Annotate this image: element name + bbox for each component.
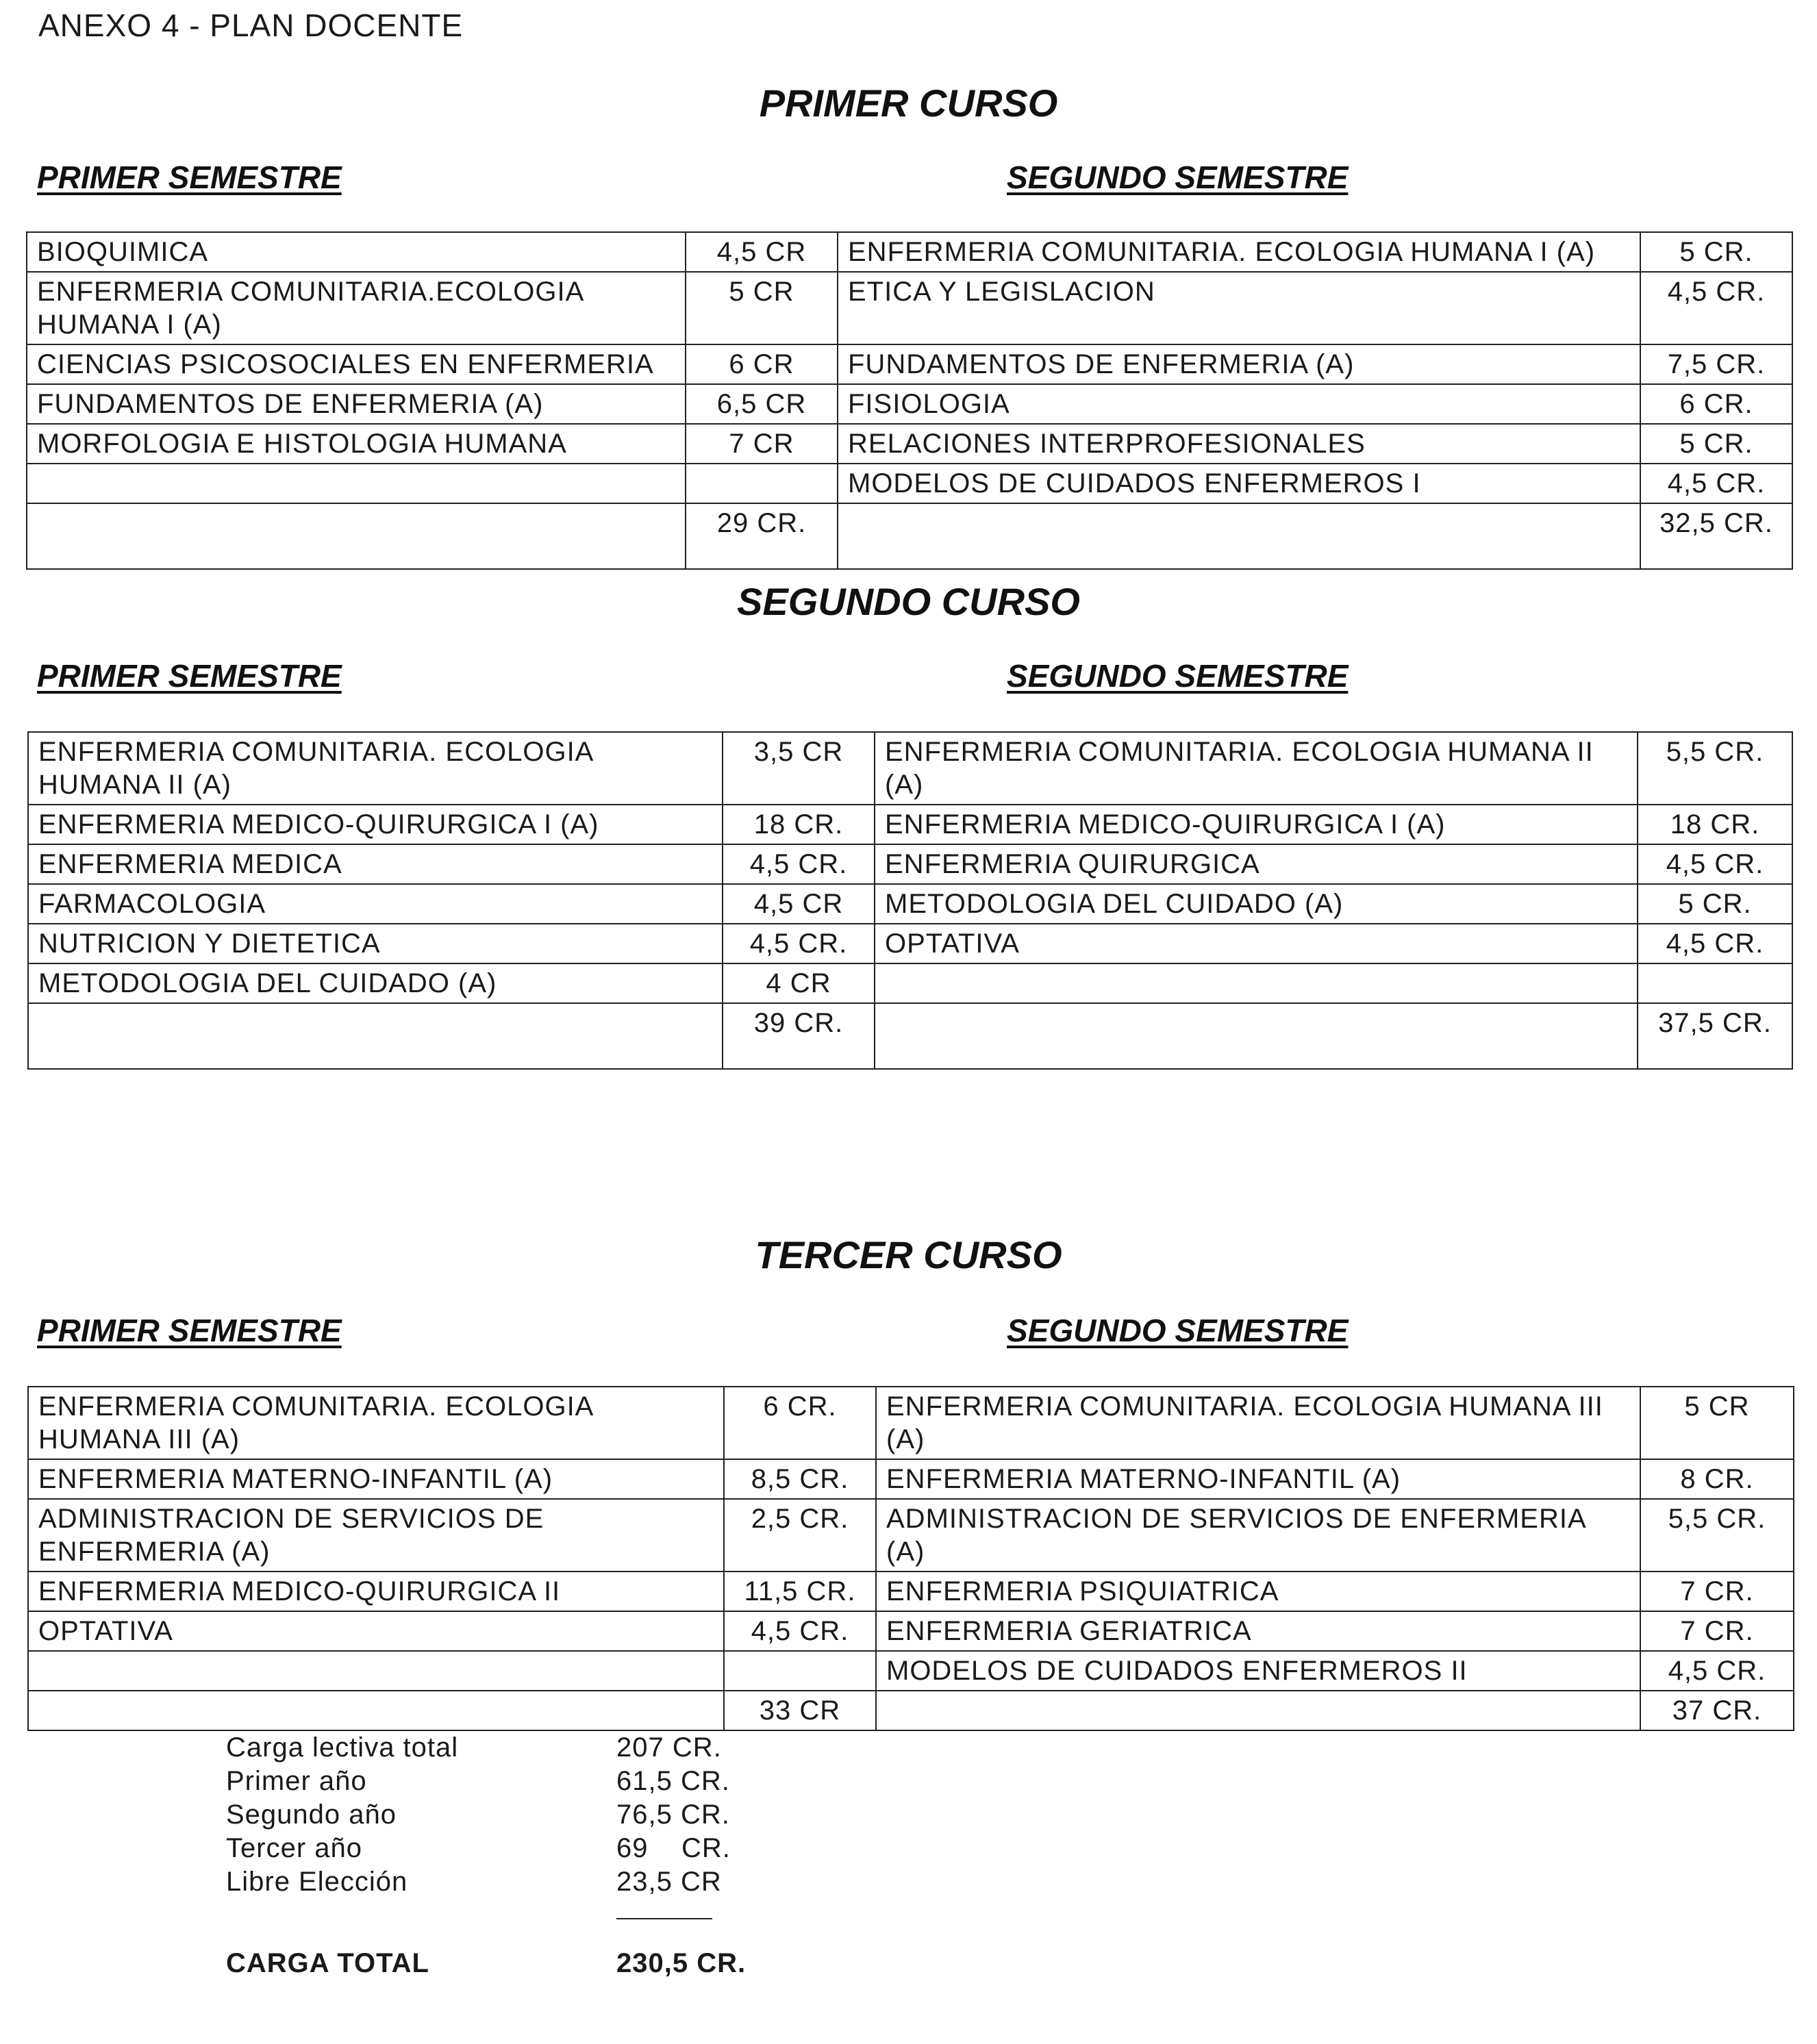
credits-cell: 5,5 CR. [1640, 1499, 1794, 1572]
semester-total: 33 CR [724, 1691, 876, 1730]
subject-cell: ENFERMERIA PSIQUIATRICA [876, 1572, 1640, 1611]
credits-cell: 6,5 CR [686, 384, 838, 424]
subject-cell: FISIOLOGIA [838, 384, 1640, 424]
credits-cell: 5 CR [1640, 1387, 1794, 1459]
credits-cell: 8 CR. [1640, 1459, 1794, 1499]
subject-cell: METODOLOGIA DEL CUIDADO (A) [28, 963, 723, 1003]
credits-cell: 3,5 CR [723, 732, 875, 805]
semester-label-2: SEGUNDO SEMESTRE [1007, 658, 1349, 694]
credits-cell: 4,5 CR [723, 884, 875, 924]
subject-cell: ENFERMERIA COMUNITARIA. ECOLOGIA HUMANA II (A) [875, 732, 1638, 805]
totals-row [28, 1003, 1792, 1069]
summary-value: 76,5 CR. [616, 1800, 730, 1830]
summary-row [226, 1865, 746, 1899]
credits-cell: 5 CR. [1640, 424, 1792, 464]
subject-cell: OPTATIVA [875, 924, 1638, 963]
subject-cell: ENFERMERIA QUIRURGICA [875, 844, 1638, 884]
credits-cell: 2,5 CR. [724, 1499, 876, 1572]
summary-label: Primer año [226, 1766, 367, 1796]
credits-cell: 4,5 CR. [1638, 924, 1792, 963]
credit-summary [226, 1731, 746, 1980]
summary-label: Segundo año [226, 1800, 397, 1830]
summary-value: 61,5 CR. [616, 1766, 730, 1796]
credits-cell: 4,5 CR. [1638, 844, 1792, 884]
credits-cell: 4,5 CR. [1640, 1651, 1794, 1691]
subject-cell: FUNDAMENTOS DE ENFERMERIA (A) [838, 344, 1640, 384]
subject-cell: MORFOLOGIA E HISTOLOGIA HUMANA [27, 424, 686, 464]
summary-label: Tercer año [226, 1833, 362, 1863]
table-row [28, 1459, 1794, 1499]
credits-cell: 7 CR. [1640, 1611, 1794, 1651]
subject-cell: ENFERMERIA COMUNITARIA. ECOLOGIA HUMANA II (A) [28, 732, 723, 805]
credits-cell: 8,5 CR. [724, 1459, 876, 1499]
subject-cell: OPTATIVA [28, 1611, 724, 1651]
subject-cell: METODOLOGIA DEL CUIDADO (A) [875, 884, 1638, 924]
table-row [28, 1651, 1794, 1691]
credits-cell: 6 CR. [1640, 384, 1792, 424]
credits-cell: 18 CR. [723, 805, 875, 844]
table-row [27, 344, 1792, 384]
subject-cell: ENFERMERIA COMUNITARIA. ECOLOGIA HUMANA I (A) [838, 232, 1640, 272]
subject-cell [838, 503, 1640, 569]
course-title-2: SEGUNDO CURSO [737, 580, 1080, 623]
total-row [226, 1947, 746, 1980]
table-row [28, 1572, 1794, 1611]
subject-cell: ENFERMERIA COMUNITARIA.ECOLOGIA HUMANA I (A) [27, 272, 686, 344]
summary-row [226, 1832, 746, 1865]
credits-cell: 6 CR [686, 344, 838, 384]
table-row [27, 464, 1792, 503]
subject-cell: ENFERMERIA MATERNO-INFANTIL (A) [876, 1459, 1640, 1499]
subject-cell [28, 1003, 723, 1069]
semester-label-1: PRIMER SEMESTRE [37, 658, 342, 694]
semester-label-1: PRIMER SEMESTRE [37, 160, 342, 195]
semester-total: 39 CR. [723, 1003, 875, 1069]
subject-cell: ENFERMERIA COMUNITARIA. ECOLOGIA HUMANA III (A) [876, 1387, 1640, 1459]
subject-cell: FUNDAMENTOS DE ENFERMERIA (A) [27, 384, 686, 424]
table-row [28, 732, 1792, 805]
totals-row [27, 503, 1792, 569]
subject-cell [876, 1691, 1640, 1730]
credits-cell: 4,5 CR. [723, 924, 875, 963]
credits-cell: 5 CR. [1638, 884, 1792, 924]
summary-row [226, 1798, 746, 1832]
table-row [28, 1611, 1794, 1651]
credits-cell [1638, 963, 1792, 1003]
total-value: 230,5 CR. [616, 1948, 747, 1978]
table-row [28, 963, 1792, 1003]
subject-cell: ENFERMERIA COMUNITARIA. ECOLOGIA HUMANA III (A) [28, 1387, 724, 1459]
table-row [28, 1499, 1794, 1572]
subject-cell: ETICA Y LEGISLACION [838, 272, 1640, 344]
subject-cell: ENFERMERIA MEDICO-QUIRURGICA I (A) [875, 805, 1638, 844]
credits-cell: 7,5 CR. [1640, 344, 1792, 384]
subject-cell: ADMINISTRACION DE SERVICIOS DE ENFERMERIA (A) [876, 1499, 1640, 1572]
credits-cell: 7 CR [686, 424, 838, 464]
subject-cell [875, 963, 1638, 1003]
summary-value: 23,5 CR [616, 1867, 722, 1897]
subject-cell: BIOQUIMICA [27, 232, 686, 272]
summary-row [226, 1731, 746, 1765]
table-row [28, 1387, 1794, 1459]
table-row [28, 924, 1792, 963]
subject-cell: ENFERMERIA MATERNO-INFANTIL (A) [28, 1459, 724, 1499]
subject-cell: CIENCIAS PSICOSOCIALES EN ENFERMERIA [27, 344, 686, 384]
subject-cell: MODELOS DE CUIDADOS ENFERMEROS I [838, 464, 1640, 503]
subject-cell: ENFERMERIA GERIATRICA [876, 1611, 1640, 1651]
document-header: ANEXO 4 - PLAN DOCENTE [38, 8, 464, 43]
credits-cell: 6 CR. [724, 1387, 876, 1459]
table-row [27, 424, 1792, 464]
credits-cell: 4,5 CR [686, 232, 838, 272]
course-table-2 [27, 731, 1793, 1070]
summary-value: 207 CR. [616, 1732, 722, 1763]
credits-cell: 4,5 CR. [723, 844, 875, 884]
credits-cell: 5,5 CR. [1638, 732, 1792, 805]
subject-cell: NUTRICION Y DIETETICA [28, 924, 723, 963]
course-title-3: TERCER CURSO [755, 1233, 1062, 1276]
subject-cell: ENFERMERIA MEDICO-QUIRURGICA I (A) [28, 805, 723, 844]
subject-cell [27, 503, 686, 569]
credits-cell: 7 CR. [1640, 1572, 1794, 1611]
summary-divider [616, 1918, 712, 1919]
table-row [27, 272, 1792, 344]
summary-label: Libre Elección [226, 1867, 408, 1897]
credits-cell: 4,5 CR. [724, 1611, 876, 1651]
subject-cell [28, 1651, 724, 1691]
semester-label-1: PRIMER SEMESTRE [37, 1313, 342, 1348]
subject-cell: ENFERMERIA MEDICA [28, 844, 723, 884]
credits-cell: 4,5 CR. [1640, 272, 1792, 344]
credits-cell: 4,5 CR. [1640, 464, 1792, 503]
semester-label-2: SEGUNDO SEMESTRE [1007, 160, 1349, 195]
credits-cell: 18 CR. [1638, 805, 1792, 844]
summary-row [226, 1765, 746, 1798]
credits-cell: 11,5 CR. [724, 1572, 876, 1611]
semester-total: 32,5 CR. [1640, 503, 1792, 569]
table-row [27, 384, 1792, 424]
course-table-1 [26, 231, 1793, 570]
credits-cell [686, 464, 838, 503]
subject-cell: FARMACOLOGIA [28, 884, 723, 924]
total-label: CARGA TOTAL [226, 1948, 429, 1978]
course-title-1: PRIMER CURSO [759, 81, 1058, 125]
semester-total: 37 CR. [1640, 1691, 1794, 1730]
credits-cell: 5 CR [686, 272, 838, 344]
credits-cell [724, 1651, 876, 1691]
totals-row [28, 1691, 1794, 1730]
subject-cell [875, 1003, 1638, 1069]
table-row [28, 844, 1792, 884]
subject-cell: ADMINISTRACION DE SERVICIOS DE ENFERMERIA (A) [28, 1499, 724, 1572]
summary-label: Carga lectiva total [226, 1732, 459, 1763]
subject-cell: MODELOS DE CUIDADOS ENFERMEROS II [876, 1651, 1640, 1691]
credits-cell: 5 CR. [1640, 232, 1792, 272]
semester-total: 29 CR. [686, 503, 838, 569]
subject-cell: ENFERMERIA MEDICO-QUIRURGICA II [28, 1572, 724, 1611]
semester-label-2: SEGUNDO SEMESTRE [1007, 1313, 1349, 1348]
subject-cell [27, 464, 686, 503]
subject-cell: RELACIONES INTERPROFESIONALES [838, 424, 1640, 464]
table-row [27, 232, 1792, 272]
table-row [28, 884, 1792, 924]
course-table-3 [27, 1386, 1794, 1731]
credits-cell: 4 CR [723, 963, 875, 1003]
subject-cell [28, 1691, 724, 1730]
semester-total: 37,5 CR. [1638, 1003, 1792, 1069]
table-row [28, 805, 1792, 844]
summary-value: 69 CR. [616, 1833, 731, 1863]
